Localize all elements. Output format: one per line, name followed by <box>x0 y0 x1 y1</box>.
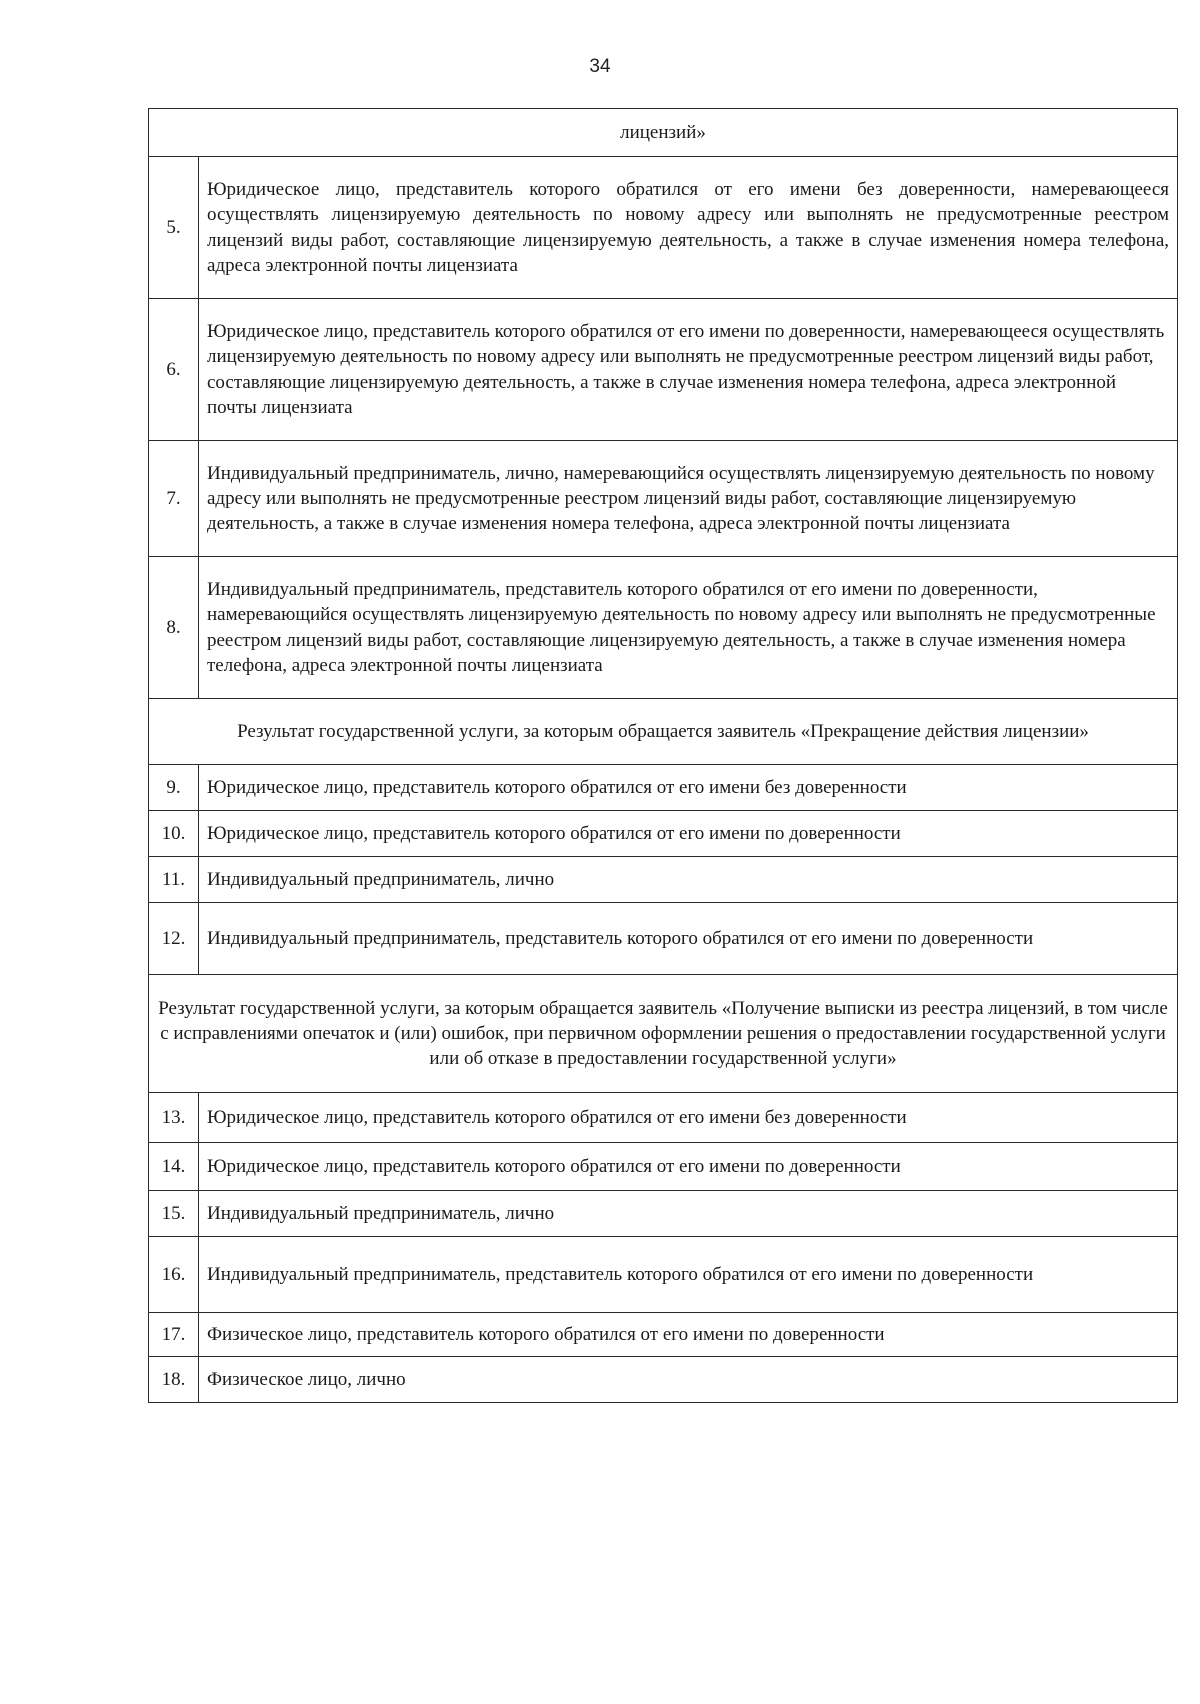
section-heading-row <box>149 699 1178 765</box>
row-number: 8. <box>149 557 199 699</box>
row-number: 16. <box>149 1237 199 1313</box>
applicant-description: Индивидуальный предприниматель, лично <box>199 1191 1178 1237</box>
applicant-description: Физическое лицо, представитель которого обратился от его имени по доверенности <box>199 1313 1178 1357</box>
row-number: 17. <box>149 1313 199 1357</box>
applicant-description: Индивидуальный предприниматель, лично, намеревающийся осуществлять лицензируемую деятельность по новому адресу или выполнять не предусмотренные реестром лицензий виды работ, составляющие лицензируемую деятельность, а также в случае изменения номера телефона, адреса электронной почты лицензиата <box>199 441 1178 557</box>
table-row <box>149 557 1178 699</box>
applicant-description: Индивидуальный предприниматель, представитель которого обратился от его имени по доверенности, намеревающийся осуществлять лицензируемую деятельность по новому адресу или выполнять не предусмотренные реестром лицензий виды работ, составляющие лицензируемую деятельность, а также в случае изменения номера телефона, адреса электронной почты лицензиата <box>199 557 1178 699</box>
applicant-variants-table <box>148 108 1178 1403</box>
table-row <box>149 1093 1178 1143</box>
applicant-description: Юридическое лицо, представитель которого обратился от его имени по доверенности, намеревающееся осуществлять лицензируемую деятельность по новому адресу или выполнять не предусмотренные реестром лицензий виды работ, составляющие лицензируемую деятельность, а также в случае изменения номера телефона, адреса электронной почты лицензиата <box>199 299 1178 441</box>
table-row <box>149 441 1178 557</box>
table-row <box>149 1191 1178 1237</box>
table-row <box>149 1357 1178 1403</box>
applicant-description: Юридическое лицо, представитель которого обратился от его имени без доверенности, намеревающееся осуществлять лицензируемую деятельность по новому адресу или выполнять не предусмотренные реестром лицензий виды работ, составляющие лицензируемую деятельность, а также в случае изменения номера телефона, адреса электронной почты лицензиата <box>199 157 1178 299</box>
applicant-description: Юридическое лицо, представитель которого обратился от его имени без доверенности <box>199 765 1178 811</box>
section-heading-termination: Результат государственной услуги, за которым обращается заявитель «Прекращение действия лицензии» <box>149 699 1178 765</box>
applicant-description: Индивидуальный предприниматель, представитель которого обратился от его имени по доверенности <box>199 903 1178 975</box>
table-row <box>149 157 1178 299</box>
table-row <box>149 765 1178 811</box>
applicant-description: Юридическое лицо, представитель которого обратился от его имени без доверенности <box>199 1093 1178 1143</box>
applicant-description: Индивидуальный предприниматель, представитель которого обратился от его имени по доверенности <box>199 1237 1178 1313</box>
applicant-description: Юридическое лицо, представитель которого обратился от его имени по доверенности <box>199 811 1178 857</box>
row-number: 9. <box>149 765 199 811</box>
table-row <box>149 1143 1178 1191</box>
applicant-description: Юридическое лицо, представитель которого обратился от его имени по доверенности <box>199 1143 1178 1191</box>
row-number: 6. <box>149 299 199 441</box>
section-heading-row <box>149 109 1178 157</box>
row-number: 14. <box>149 1143 199 1191</box>
row-number: 18. <box>149 1357 199 1403</box>
applicant-description: Индивидуальный предприниматель, лично <box>199 857 1178 903</box>
row-number: 11. <box>149 857 199 903</box>
table-row <box>149 857 1178 903</box>
row-number: 7. <box>149 441 199 557</box>
table-row <box>149 811 1178 857</box>
row-number: 13. <box>149 1093 199 1143</box>
applicant-description: Физическое лицо, лично <box>199 1357 1178 1403</box>
row-number: 5. <box>149 157 199 299</box>
row-number: 10. <box>149 811 199 857</box>
table-row <box>149 1313 1178 1357</box>
row-number: 12. <box>149 903 199 975</box>
section-heading-continuation: лицензий» <box>149 109 1178 157</box>
row-number: 15. <box>149 1191 199 1237</box>
section-heading-row <box>149 975 1178 1093</box>
table-row <box>149 299 1178 441</box>
table-row <box>149 1237 1178 1313</box>
page-number: 34 <box>589 56 611 77</box>
section-heading-extract: Результат государственной услуги, за которым обращается заявитель «Получение выписки из реестра лицензий, в том числе с исправлениями опечаток и (или) ошибок, при первичном оформлении решения о предоставлении государственной услуги или об отказе в предоставлении государственной услуги» <box>149 975 1178 1093</box>
table-row <box>149 903 1178 975</box>
